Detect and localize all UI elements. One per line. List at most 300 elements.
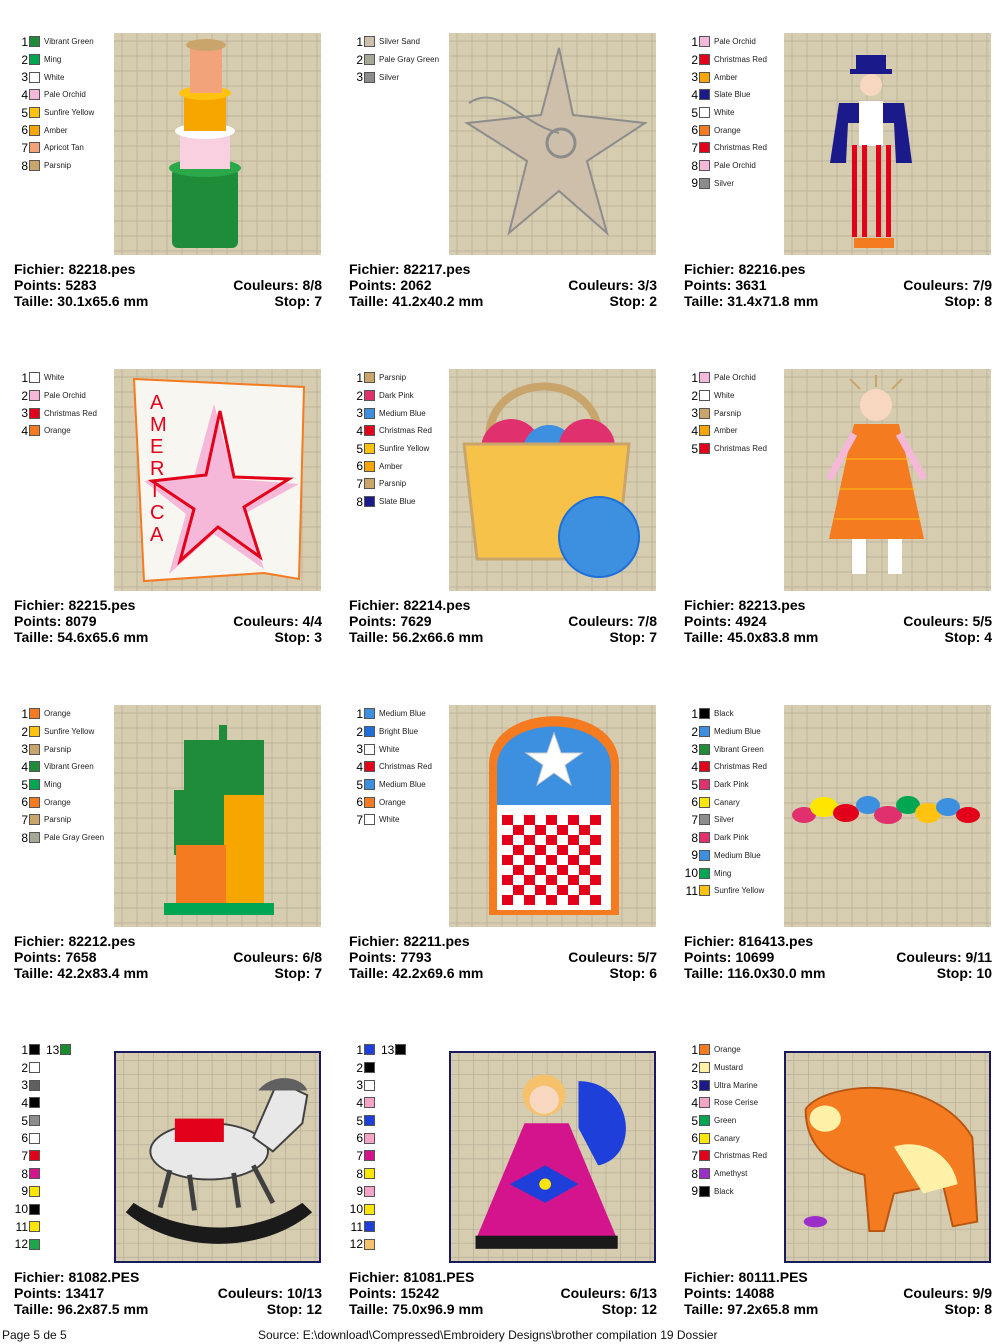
stop-count: Stop: 3 — [274, 629, 322, 645]
swatch-name: Black — [714, 1186, 734, 1196]
swatch-name: Medium Blue — [379, 709, 426, 719]
color-swatch-row — [349, 1129, 449, 1147]
swatch-color — [29, 1133, 40, 1144]
design-preview[interactable] — [449, 369, 656, 591]
leaves-artwork — [784, 705, 991, 927]
design-preview[interactable] — [784, 705, 991, 927]
color-swatch-row — [349, 440, 449, 458]
design-card-2 — [335, 7, 670, 343]
swatch-number: 3 — [356, 742, 363, 757]
color-legend — [684, 33, 784, 192]
color-swatch-row — [14, 1129, 114, 1147]
swatch-color — [364, 390, 375, 401]
file-name: Fichier: 816413.pes — [684, 933, 814, 949]
color-swatch-row — [14, 1041, 114, 1059]
design-size: Taille: 56.2x66.6 mm — [349, 629, 484, 645]
color-swatch-row — [684, 404, 784, 422]
swatch-color — [699, 72, 710, 83]
swatch-name: Pale Orchid — [714, 373, 756, 383]
stop-count: Stop: 7 — [609, 629, 657, 645]
swatch-name: Canary — [714, 797, 740, 807]
color-swatch-row — [349, 387, 449, 405]
swatch-name: Sunfire Yellow — [379, 444, 430, 454]
swatch-name: Pale Orchid — [44, 391, 86, 401]
swatch-number: 6 — [21, 795, 28, 810]
swatch-number: 5 — [691, 105, 698, 120]
colors-count: Couleurs: 4/4 — [233, 613, 322, 629]
swatch-color — [699, 726, 710, 737]
design-size: Taille: 97.2x65.8 mm — [684, 1301, 819, 1317]
swatch-name: Parsnip — [714, 408, 742, 418]
design-preview[interactable] — [114, 705, 321, 927]
swatch-color — [699, 390, 710, 401]
swatch-color — [29, 744, 40, 755]
color-swatch-row — [684, 776, 784, 794]
design-size: Taille: 42.2x69.6 mm — [349, 965, 484, 981]
points-count: Points: 7658 — [14, 949, 97, 965]
swatch-number: 7 — [691, 140, 698, 155]
swatch-name: Christmas Red — [714, 1151, 767, 1161]
design-card-4 — [0, 343, 335, 679]
swatch-color — [699, 885, 710, 896]
swatch-color — [364, 726, 375, 737]
swatch-number: 1 — [356, 370, 363, 385]
swatch-number: 5 — [691, 441, 698, 456]
design-info — [349, 261, 657, 309]
america-artwork — [114, 369, 321, 591]
design-info — [684, 933, 992, 981]
swatch-name: Pale Orchid — [44, 90, 86, 100]
swatch-color — [364, 461, 375, 472]
swatch-number: 2 — [691, 724, 698, 739]
cat-artwork — [786, 1053, 989, 1261]
swatch-color — [29, 54, 40, 65]
color-swatch-row — [14, 139, 114, 157]
swatch-name: Ming — [714, 868, 732, 878]
swatch-color — [364, 372, 375, 383]
swatch-number: 4 — [691, 1095, 698, 1110]
design-card-12 — [670, 1015, 1005, 1344]
swatch-name: Parsnip — [44, 815, 72, 825]
design-card-1 — [0, 7, 335, 343]
color-swatch-row — [684, 1041, 784, 1059]
color-swatch-row — [684, 369, 784, 387]
swatch-color — [29, 160, 40, 171]
swatch-name: Pale Gray Green — [44, 833, 105, 843]
swatch-number: 8 — [21, 1166, 28, 1181]
swatch-color — [29, 814, 40, 825]
swatch-color — [699, 1115, 710, 1126]
horse-artwork — [116, 1053, 319, 1261]
swatch-color — [364, 478, 375, 489]
swatch-number: 8 — [21, 830, 28, 845]
color-swatch-row — [349, 1094, 449, 1112]
design-size: Taille: 31.4x71.8 mm — [684, 293, 819, 309]
design-preview[interactable] — [114, 33, 321, 255]
swatch-number: 3 — [356, 406, 363, 421]
swatch-color — [364, 1168, 375, 1179]
swatch-name: Medium Blue — [714, 850, 761, 860]
swatch-name: Vibrant Green — [714, 744, 764, 754]
design-preview[interactable] — [114, 1051, 321, 1263]
swatch-number: 6 — [356, 795, 363, 810]
swatch-number: 11 — [685, 883, 698, 898]
swatch-number: 1 — [356, 34, 363, 49]
swatch-number: 4 — [691, 87, 698, 102]
swatch-number: 1 — [356, 706, 363, 721]
swatch-color — [364, 1062, 375, 1073]
basket-artwork — [449, 369, 656, 591]
swatch-color — [364, 425, 375, 436]
swatch-number: 2 — [21, 52, 28, 67]
color-swatch-row — [684, 157, 784, 175]
color-swatch-row — [684, 1183, 784, 1201]
swatch-number: 8 — [356, 1166, 363, 1181]
swatch-number: 4 — [356, 1095, 363, 1110]
swatch-number: 13 — [46, 1042, 60, 1057]
design-preview[interactable] — [784, 1051, 991, 1263]
swatch-color — [364, 54, 375, 65]
swatch-color — [699, 744, 710, 755]
swatch-name: Parsnip — [379, 373, 407, 383]
swatch-color — [29, 89, 40, 100]
swatch-number: 2 — [21, 388, 28, 403]
swatch-name: Amethyst — [714, 1169, 748, 1179]
swatch-name: Amber — [379, 461, 403, 471]
swatch-name: Silver — [379, 72, 400, 82]
swatch-number: 8 — [691, 1166, 698, 1181]
color-swatch-row — [684, 33, 784, 51]
design-info — [14, 597, 322, 645]
swatch-number: 2 — [356, 1060, 363, 1075]
file-name: Fichier: 82215.pes — [14, 597, 136, 613]
swatch-name: Orange — [379, 797, 406, 807]
color-swatch-row — [14, 1183, 114, 1201]
swatch-color — [364, 1080, 375, 1091]
swatch-name: Orange — [44, 797, 71, 807]
swatch-color — [29, 1186, 40, 1197]
swatch-color — [364, 797, 375, 808]
color-swatch-row — [684, 68, 784, 86]
swatch-number: 7 — [691, 1148, 698, 1163]
design-preview[interactable] — [449, 1051, 656, 1263]
swatch-color — [29, 797, 40, 808]
svg-text:I: I — [152, 480, 158, 502]
swatch-number: 3 — [356, 70, 363, 85]
swatch-color — [699, 814, 710, 825]
swatch-name: Dark Pink — [714, 833, 749, 843]
swatch-number: 3 — [691, 406, 698, 421]
color-swatch-row — [349, 793, 449, 811]
color-swatch-row — [14, 1165, 114, 1183]
swatch-name: Pale Gray Green — [379, 55, 440, 65]
swatch-name: Sunfire Yellow — [44, 727, 95, 737]
swatch-color — [364, 744, 375, 755]
design-card-7 — [0, 679, 335, 1015]
color-swatch-row — [684, 121, 784, 139]
swatch-color — [364, 496, 375, 507]
angel-artwork — [451, 1053, 654, 1261]
swatch-color — [60, 1044, 71, 1055]
swatch-number: 1 — [21, 370, 28, 385]
swatch-number: 3 — [21, 70, 28, 85]
file-name: Fichier: 82211.pes — [349, 933, 470, 949]
flagarch-artwork — [449, 705, 656, 927]
color-swatch-row — [349, 723, 449, 741]
swatch-color — [29, 1239, 40, 1250]
color-swatch-row — [14, 387, 114, 405]
color-swatch-row — [14, 1200, 114, 1218]
design-preview[interactable] — [449, 705, 656, 927]
color-swatch-row — [14, 776, 114, 794]
swatch-color — [29, 390, 40, 401]
color-legend — [684, 705, 784, 900]
swatch-color — [699, 832, 710, 843]
colors-count: Couleurs: 5/7 — [568, 949, 657, 965]
swatch-number: 11 — [15, 1219, 28, 1234]
swatch-color — [699, 779, 710, 790]
svg-text:C: C — [150, 502, 165, 524]
swatch-color — [364, 408, 375, 419]
stop-count: Stop: 8 — [944, 1301, 992, 1317]
swatch-number: 2 — [21, 724, 28, 739]
hatboxes-artwork — [114, 33, 321, 255]
swatch-color — [699, 761, 710, 772]
swatch-name: Slate Blue — [379, 497, 416, 507]
swatch-color — [699, 1044, 710, 1055]
swatch-name: White — [44, 373, 65, 383]
swatch-number: 9 — [691, 848, 698, 863]
swatch-color — [699, 372, 710, 383]
file-name: Fichier: 82213.pes — [684, 597, 806, 613]
swatch-number: 7 — [691, 812, 698, 827]
swatch-name: Christmas Red — [714, 55, 767, 65]
design-card-8 — [335, 679, 670, 1015]
design-card-10 — [0, 1015, 335, 1344]
colors-count: Couleurs: 6/8 — [233, 949, 322, 965]
color-swatch-row — [349, 51, 449, 69]
color-swatch-row — [14, 1236, 114, 1254]
swatch-name: Slate Blue — [714, 90, 751, 100]
color-swatch-row — [349, 404, 449, 422]
swatch-color — [29, 107, 40, 118]
color-swatch-row — [349, 1183, 449, 1201]
color-swatch-row — [684, 723, 784, 741]
star-artwork — [449, 33, 656, 255]
color-swatch-row — [349, 457, 449, 475]
swatch-color — [699, 708, 710, 719]
swatch-number: 12 — [14, 1237, 28, 1252]
swatch-name: Christmas Red — [714, 762, 767, 772]
swatch-color — [29, 1168, 40, 1179]
color-swatch-row — [684, 864, 784, 882]
color-swatch-row — [14, 811, 114, 829]
file-name: Fichier: 82218.pes — [14, 261, 136, 277]
color-swatch-row — [14, 121, 114, 139]
colors-count: Couleurs: 6/13 — [560, 1285, 657, 1301]
swatch-number: 5 — [356, 1113, 363, 1128]
color-swatch-row — [684, 882, 784, 900]
color-swatch-row — [349, 68, 449, 86]
swatch-name: Silver Sand — [379, 37, 420, 47]
color-legend — [684, 369, 784, 457]
swatch-color — [699, 1080, 710, 1091]
color-swatch-row — [684, 1112, 784, 1130]
swatch-color — [29, 1150, 40, 1161]
swatch-name: Christmas Red — [714, 444, 767, 454]
color-swatch-row — [14, 705, 114, 723]
swatch-color — [699, 1186, 710, 1197]
swatch-color — [29, 36, 40, 47]
design-preview[interactable] — [784, 369, 991, 591]
design-size: Taille: 54.6x65.6 mm — [14, 629, 149, 645]
design-info — [349, 1269, 657, 1317]
swatch-name: White — [714, 391, 735, 401]
color-swatch-row — [684, 387, 784, 405]
swatch-number: 10 — [349, 1202, 363, 1217]
color-swatch-row — [14, 369, 114, 387]
swatch-color — [29, 425, 40, 436]
design-card-3 — [670, 7, 1005, 343]
color-swatch-row — [14, 1094, 114, 1112]
swatch-name: Amber — [714, 72, 738, 82]
color-swatch-row — [349, 1041, 449, 1059]
swatch-number: 5 — [691, 1113, 698, 1128]
swatch-name: Dark Pink — [379, 391, 414, 401]
color-legend — [14, 705, 114, 847]
swatch-number: 3 — [21, 742, 28, 757]
swatch-name: Orange — [714, 125, 741, 135]
extra-swatch — [381, 1044, 406, 1056]
unclesam-artwork — [784, 33, 991, 255]
swatch-number: 1 — [21, 706, 28, 721]
swatch-number: 2 — [356, 52, 363, 67]
design-preview[interactable] — [449, 33, 656, 255]
color-swatch-row — [349, 1112, 449, 1130]
swatch-number: 5 — [356, 777, 363, 792]
color-swatch-row — [349, 475, 449, 493]
color-swatch-row — [684, 104, 784, 122]
color-swatch-row — [349, 1147, 449, 1165]
swatch-number: 4 — [21, 1095, 28, 1110]
swatch-name: Christmas Red — [379, 426, 432, 436]
swatch-name: Orange — [44, 709, 71, 719]
color-swatch-row — [349, 1218, 449, 1236]
file-name: Fichier: 80111.PES — [684, 1269, 808, 1285]
design-preview[interactable] — [114, 369, 321, 591]
swatch-color — [29, 72, 40, 83]
birdhouse-artwork — [114, 705, 321, 927]
color-swatch-row — [684, 86, 784, 104]
swatch-color — [364, 1115, 375, 1126]
swatch-color — [364, 72, 375, 83]
color-swatch-row — [684, 1059, 784, 1077]
swatch-number: 11 — [350, 1219, 363, 1234]
swatch-color — [699, 1150, 710, 1161]
swatch-number: 1 — [691, 370, 698, 385]
stop-count: Stop: 4 — [944, 629, 992, 645]
swatch-color — [29, 832, 40, 843]
color-swatch-row — [349, 1059, 449, 1077]
color-swatch-row — [684, 440, 784, 458]
swatch-color — [699, 797, 710, 808]
swatch-number: 1 — [21, 34, 28, 49]
colors-count: Couleurs: 9/11 — [896, 949, 992, 965]
design-size: Taille: 96.2x87.5 mm — [14, 1301, 149, 1317]
doll-artwork — [784, 369, 991, 591]
color-swatch-row — [14, 51, 114, 69]
color-swatch-row — [684, 793, 784, 811]
design-preview[interactable] — [784, 33, 991, 255]
swatch-color — [699, 178, 710, 189]
swatch-number: 6 — [356, 459, 363, 474]
swatch-number: 3 — [21, 406, 28, 421]
color-swatch-row — [684, 758, 784, 776]
swatch-number: 9 — [356, 1184, 363, 1199]
swatch-name: Black — [714, 709, 734, 719]
swatch-number: 9 — [691, 176, 698, 191]
swatch-name: White — [379, 815, 400, 825]
swatch-color — [699, 54, 710, 65]
colors-count: Couleurs: 10/13 — [217, 1285, 322, 1301]
swatch-color — [699, 142, 710, 153]
color-swatch-row — [684, 811, 784, 829]
design-info — [14, 933, 322, 981]
swatch-color — [29, 1204, 40, 1215]
color-swatch-row — [14, 404, 114, 422]
color-swatch-row — [14, 829, 114, 847]
colors-count: Couleurs: 5/5 — [903, 613, 992, 629]
swatch-color — [364, 1186, 375, 1197]
points-count: Points: 10699 — [684, 949, 775, 965]
swatch-color — [29, 1097, 40, 1108]
stop-count: Stop: 12 — [601, 1301, 657, 1317]
color-swatch-row — [14, 1218, 114, 1236]
swatch-name: White — [379, 744, 400, 754]
swatch-name: Parsnip — [44, 744, 72, 754]
swatch-number: 7 — [356, 1148, 363, 1163]
swatch-name: Orange — [714, 1045, 741, 1055]
swatch-color — [364, 708, 375, 719]
file-name: Fichier: 82216.pes — [684, 261, 806, 277]
swatch-color — [699, 36, 710, 47]
swatch-number: 6 — [21, 123, 28, 138]
swatch-name: Pale Orchid — [714, 37, 756, 47]
points-count: Points: 4924 — [684, 613, 767, 629]
swatch-number: 9 — [691, 1184, 698, 1199]
swatch-number: 4 — [691, 759, 698, 774]
points-count: Points: 7793 — [349, 949, 432, 965]
colors-count: Couleurs: 9/9 — [903, 1285, 992, 1301]
swatch-color — [699, 125, 710, 136]
swatch-color — [364, 1150, 375, 1161]
swatch-name: Rose Cerise — [714, 1098, 759, 1108]
color-swatch-row — [14, 1147, 114, 1165]
swatch-color — [364, 1133, 375, 1144]
design-info — [684, 1269, 992, 1317]
stop-count: Stop: 12 — [266, 1301, 322, 1317]
swatch-color — [699, 1062, 710, 1073]
swatch-name: White — [44, 72, 65, 82]
design-info — [349, 933, 657, 981]
color-swatch-row — [349, 1165, 449, 1183]
swatch-name: Amber — [44, 125, 68, 135]
swatch-number: 8 — [691, 158, 698, 173]
color-swatch-row — [349, 1200, 449, 1218]
swatch-number: 3 — [356, 1078, 363, 1093]
swatch-name: Christmas Red — [714, 143, 767, 153]
design-size: Taille: 42.2x83.4 mm — [14, 965, 149, 981]
